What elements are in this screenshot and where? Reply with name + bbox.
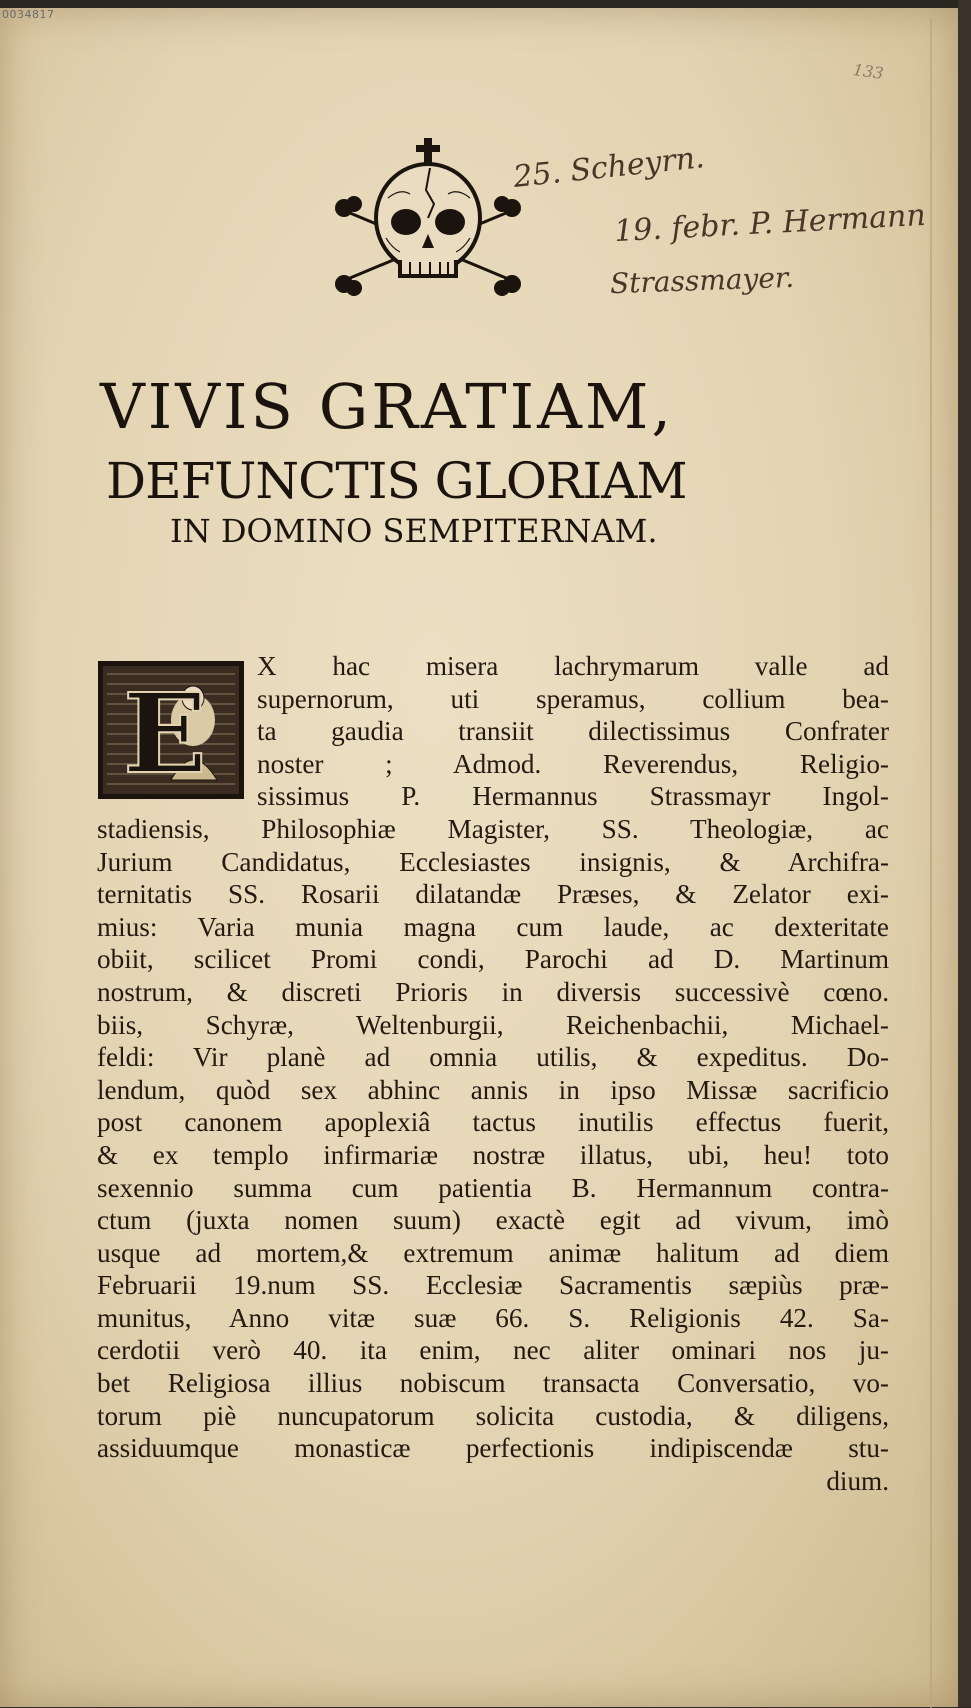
- body-line: noster ; Admod. Reverendus, Religio-: [257, 748, 889, 779]
- skull-crossbones-icon: [330, 138, 526, 308]
- body-line: biis, Schyræ, Weltenburgii, Reichenbachii, Michael-: [97, 1009, 889, 1040]
- body-text: [97, 650, 889, 1497]
- body-line: mius: Varia munia magna cum laude, ac dexteritate: [97, 911, 889, 942]
- body-line: sexennio summa cum patientia B. Hermannum contra-: [97, 1172, 889, 1203]
- body-line: lendum, quòd sex abhinc annis in ipso Missæ sacrificio: [97, 1074, 889, 1105]
- body-line: assiduumque monasticæ perfectionis indipiscendæ stu-: [97, 1433, 889, 1464]
- body-line: torum piè nuncupatorum solicita custodia, & diligens,: [97, 1400, 889, 1431]
- handwritten-note-line1: 25. Scheyrn.: [511, 140, 707, 195]
- page-fold-line: [930, 18, 932, 1708]
- body-line: stadiensis, Philosophiæ Magister, SS. Theologiæ, ac: [97, 813, 889, 844]
- title-line-3: IN DOMINO SEMPITERNAM.: [170, 512, 658, 550]
- body-line: ctum (juxta nomen suum) exactè egit ad vivum, imò: [97, 1205, 889, 1236]
- body-line: dium.: [826, 1465, 889, 1496]
- title-line-2: DEFUNCTIS GLORIAM: [106, 452, 687, 510]
- body-line: ternitatis SS. Rosarii dilatandæ Præses, & Zelator exi-: [97, 879, 889, 910]
- body-line: ta gaudia transiit dilectissimus Confrater: [257, 716, 889, 747]
- body-line: post canonem apoplexiâ tactus inutilis effectus fuerit,: [97, 1107, 889, 1138]
- body-line: sissimus P. Hermannus Strassmayr Ingol-: [257, 781, 889, 812]
- body-line: nostrum, & discreti Prioris in diversis successivè cœno.: [97, 976, 889, 1007]
- body-line: & ex templo infirmariæ nostræ illatus, ubi, heu! toto: [97, 1139, 889, 1170]
- page-edge: [958, 0, 971, 1707]
- body-line: munitus, Anno vitæ suæ 66. S. Religionis 42. Sa-: [97, 1302, 889, 1333]
- handwritten-note-line2: 19. febr. P. Hermann: [613, 197, 927, 250]
- body-line: cerdotii verò 40. ita enim, nec aliter ominari nos ju-: [97, 1335, 889, 1366]
- body-line: bet Religiosa illius nobiscum transacta Conversatio, vo-: [97, 1368, 889, 1399]
- body-line: X hac misera lachrymarum valle ad: [257, 651, 889, 681]
- handwritten-note-line3: Strassmayer.: [609, 260, 795, 301]
- title-line-1: VIVIS GRATIAM,: [100, 370, 675, 443]
- body-line: obiit, scilicet Promi condi, Parochi ad D. Martinum: [97, 944, 889, 975]
- drop-cap-letter: E: [123, 669, 207, 798]
- body-line: supernorum, uti speramus, collium bea-: [257, 683, 889, 714]
- body-line: usque ad mortem,& extremum animæ halitum ad diem: [97, 1237, 889, 1268]
- folio-number: 133: [851, 59, 885, 84]
- body-line: Jurium Candidatus, Ecclesiastes insignis, & Archifra-: [97, 846, 889, 877]
- archive-id: 0034817: [2, 8, 55, 21]
- body-line: Februarii 19.num SS. Ecclesiæ Sacramentis sæpiùs præ-: [97, 1270, 889, 1301]
- body-line: feldi: Vir planè ad omnia utilis, & expeditus. Do-: [97, 1042, 889, 1073]
